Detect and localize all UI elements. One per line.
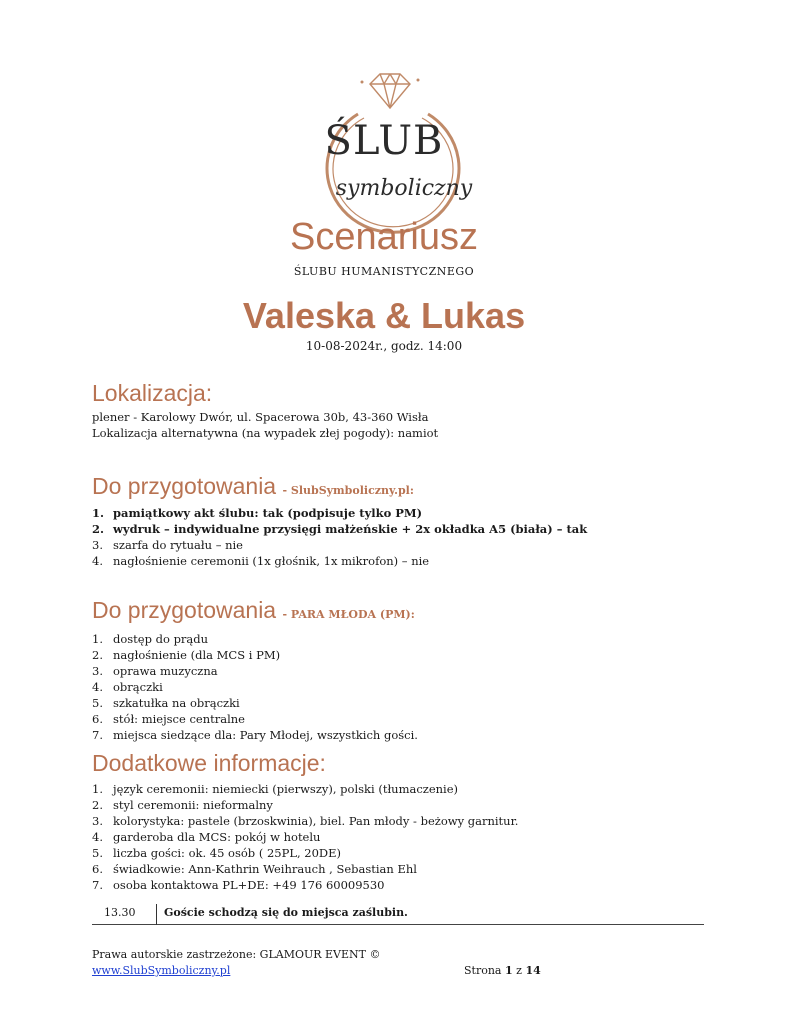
list-item: [92, 711, 418, 727]
list-item: [92, 647, 418, 663]
list-item: [92, 553, 587, 569]
extra-info-heading: Dodatkowe informacje:: [92, 750, 326, 776]
list-item: [92, 631, 418, 647]
list-item: [92, 505, 587, 521]
page-total: 14: [525, 964, 541, 977]
list-item-text: pamiątkowy akt ślubu: tak (podpisuje tylko PM): [113, 506, 423, 520]
list-item-text: szkatułka na obrączki: [113, 696, 240, 710]
prep-slub-heading: [92, 473, 414, 500]
list-item: [92, 537, 587, 553]
list-item-text: szarfa do rytuału – nie: [113, 538, 243, 552]
location-heading: Lokalizacja:: [92, 380, 213, 406]
list-item: [92, 829, 518, 845]
list-item: [92, 861, 518, 877]
list-item-number: 2.: [92, 522, 105, 536]
list-item-number: 3.: [92, 538, 103, 552]
list-item-number: 4.: [92, 680, 103, 694]
list-item-text: garderoba dla MCS: pokój w hotelu: [113, 830, 321, 844]
footer-copyright: Prawa autorskie zastrzeżone: GLAMOUR EVENT ©: [92, 948, 381, 961]
footer-link-wrap: [92, 964, 230, 977]
list-item-text: nagłośnienie ceremonii (1x głośnik, 1x mikrofon) – nie: [113, 554, 430, 568]
list-item: [92, 781, 518, 797]
list-item-number: 6.: [92, 862, 103, 876]
prep-slub-heading-suffix: - SlubSymboliczny.pl:: [282, 484, 414, 497]
list-item: [92, 727, 418, 743]
list-item-number: 5.: [92, 846, 103, 860]
prep-pm-heading-text: Do przygotowania: [92, 597, 277, 623]
list-item-number: 6.: [92, 712, 103, 726]
prep-pm-heading-suffix: - PARA MŁODA (PM):: [282, 608, 415, 621]
list-item-number: 5.: [92, 696, 103, 710]
list-item-text: dostęp do prądu: [113, 632, 209, 646]
list-item-text: kolorystyka: pastele (brzoskwinia), biel. Pan młody - beżowy garnitur.: [113, 814, 519, 828]
list-item: [92, 679, 418, 695]
couple-names: Valeska & Lukas: [242, 295, 526, 336]
prep-pm-heading: [92, 597, 415, 624]
list-item-number: 3.: [92, 664, 103, 678]
list-item-text: język ceremonii: niemiecki (pierwszy), polski (tłumaczenie): [113, 782, 459, 796]
website-link[interactable]: www.SlubSymboliczny.pl: [92, 964, 231, 977]
list-item-number: 1.: [92, 632, 103, 646]
list-item-number: 4.: [92, 830, 103, 844]
schedule-text: Goście schodzą się do miejsca zaślubin.: [164, 906, 408, 919]
list-item: [92, 797, 518, 813]
list-item-text: nagłośnienie (dla MCS i PM): [113, 648, 281, 662]
schedule-row: [92, 904, 704, 925]
list-item-number: 1.: [92, 506, 105, 520]
document-subtitle: ŚLUBU HUMANISTYCZNEGO: [293, 265, 475, 278]
page-label: Strona: [464, 964, 502, 977]
prep-slub-list: [92, 505, 588, 568]
logo-main-text: ŚLUB: [324, 118, 444, 164]
list-item-number: 7.: [92, 728, 103, 742]
list-item-text: oprawa muzyczna: [113, 664, 218, 678]
list-item-text: stół: miejsce centralne: [113, 712, 245, 726]
list-item-number: 2.: [92, 798, 103, 812]
list-item: [92, 663, 418, 679]
logo-script-text: symboliczny: [335, 176, 473, 201]
list-item-text: wydruk – indywidualne przysięgi małżeńskie + 2x okładka A5 (biała) – tak: [113, 522, 588, 536]
list-item: [92, 813, 518, 829]
page-number: [464, 964, 541, 977]
schedule-divider: [156, 904, 157, 925]
list-item-text: styl ceremonii: nieformalny: [113, 798, 273, 812]
list-item: [92, 877, 518, 893]
location-line-2: Lokalizacja alternatywna (na wypadek złej pogody): namiot: [92, 426, 439, 440]
list-item-number: 4.: [92, 554, 103, 568]
list-item-text: miejsca siedzące dla: Pary Młodej, wszystkich gości.: [113, 728, 418, 742]
list-item-text: świadkowie: Ann-Kathrin Weihrauch , Sebastian Ehl: [113, 862, 417, 876]
list-item-text: osoba kontaktowa PL+DE: +49 176 60009530: [113, 878, 385, 892]
page-sep: z: [516, 964, 522, 977]
list-item-text: obrączki: [113, 680, 163, 694]
prep-pm-list: [92, 631, 418, 743]
schedule-time: 13.30: [104, 906, 136, 919]
list-item-number: 3.: [92, 814, 103, 828]
list-item-number: 2.: [92, 648, 103, 662]
ceremony-date: 10-08-2024r., godz. 14:00: [305, 339, 463, 353]
list-item-number: 1.: [92, 782, 103, 796]
list-item-text: liczba gości: ok. 45 osób ( 25PL, 20DE): [113, 846, 342, 860]
list-item: [92, 521, 587, 537]
list-item: [92, 695, 418, 711]
extra-info-list: [92, 781, 518, 893]
location-line-1: plener - Karolowy Dwór, ul. Spacerowa 30b, 43-360 Wisła: [92, 410, 429, 424]
document-title: Scenariusz: [290, 216, 478, 258]
list-item: [92, 845, 518, 861]
page-current: 1: [504, 964, 513, 977]
list-item-number: 7.: [92, 878, 103, 892]
prep-slub-heading-text: Do przygotowania: [92, 473, 277, 499]
